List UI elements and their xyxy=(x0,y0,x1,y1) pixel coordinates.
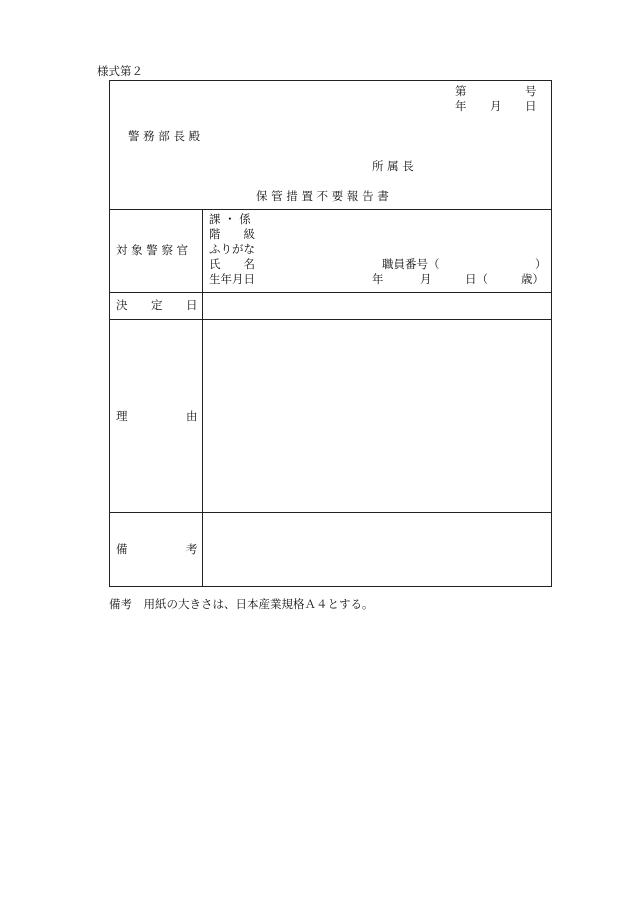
rank-label: 階 級 xyxy=(209,227,255,241)
remarks-field[interactable] xyxy=(203,513,551,586)
reason-label-2: 由 xyxy=(186,409,198,423)
footnote: 備考 用紙の大きさは、日本産業規格Ａ４とする。 xyxy=(109,597,374,611)
decision-date-label-1: 決 xyxy=(116,298,128,312)
birth-age: 歳） xyxy=(521,272,544,286)
division-label: 課 ・ 係 xyxy=(209,212,251,226)
reason-label-1: 理 xyxy=(116,409,128,423)
document-title: 保 管 措 置 不 要 報 告 書 xyxy=(256,189,389,203)
date-month: 月 xyxy=(490,99,502,113)
remarks-label-2: 考 xyxy=(186,542,198,556)
report-number-suffix: 号 xyxy=(525,84,537,98)
reason-field[interactable] xyxy=(203,320,551,511)
sender: 所 属 長 xyxy=(372,159,414,173)
remarks-label-1: 備 xyxy=(116,542,128,556)
birth-day: 日（ xyxy=(465,272,488,286)
date-year: 年 xyxy=(455,99,467,113)
furigana-label: ふりがな xyxy=(209,242,255,256)
date-day: 日 xyxy=(525,99,537,113)
birthdate-label: 生年月日 xyxy=(209,272,255,286)
decision-date-label-2: 定 xyxy=(151,298,163,312)
subject-officer-label: 対 象 警 察 官 xyxy=(116,243,189,257)
decision-date-field[interactable] xyxy=(203,293,551,318)
employee-number-label: 職員番号（ xyxy=(382,257,440,271)
addressee: 警 務 部 長 殿 xyxy=(128,129,201,143)
divider-header xyxy=(109,209,552,210)
form-label: 様式第２ xyxy=(97,64,143,78)
name-label: 氏 名 xyxy=(209,257,255,271)
report-number-prefix: 第 xyxy=(455,84,467,98)
decision-date-label-3: 日 xyxy=(186,298,198,312)
birth-year: 年 xyxy=(372,272,384,286)
birth-month: 月 xyxy=(420,272,432,286)
employee-number-close: ） xyxy=(535,257,547,271)
